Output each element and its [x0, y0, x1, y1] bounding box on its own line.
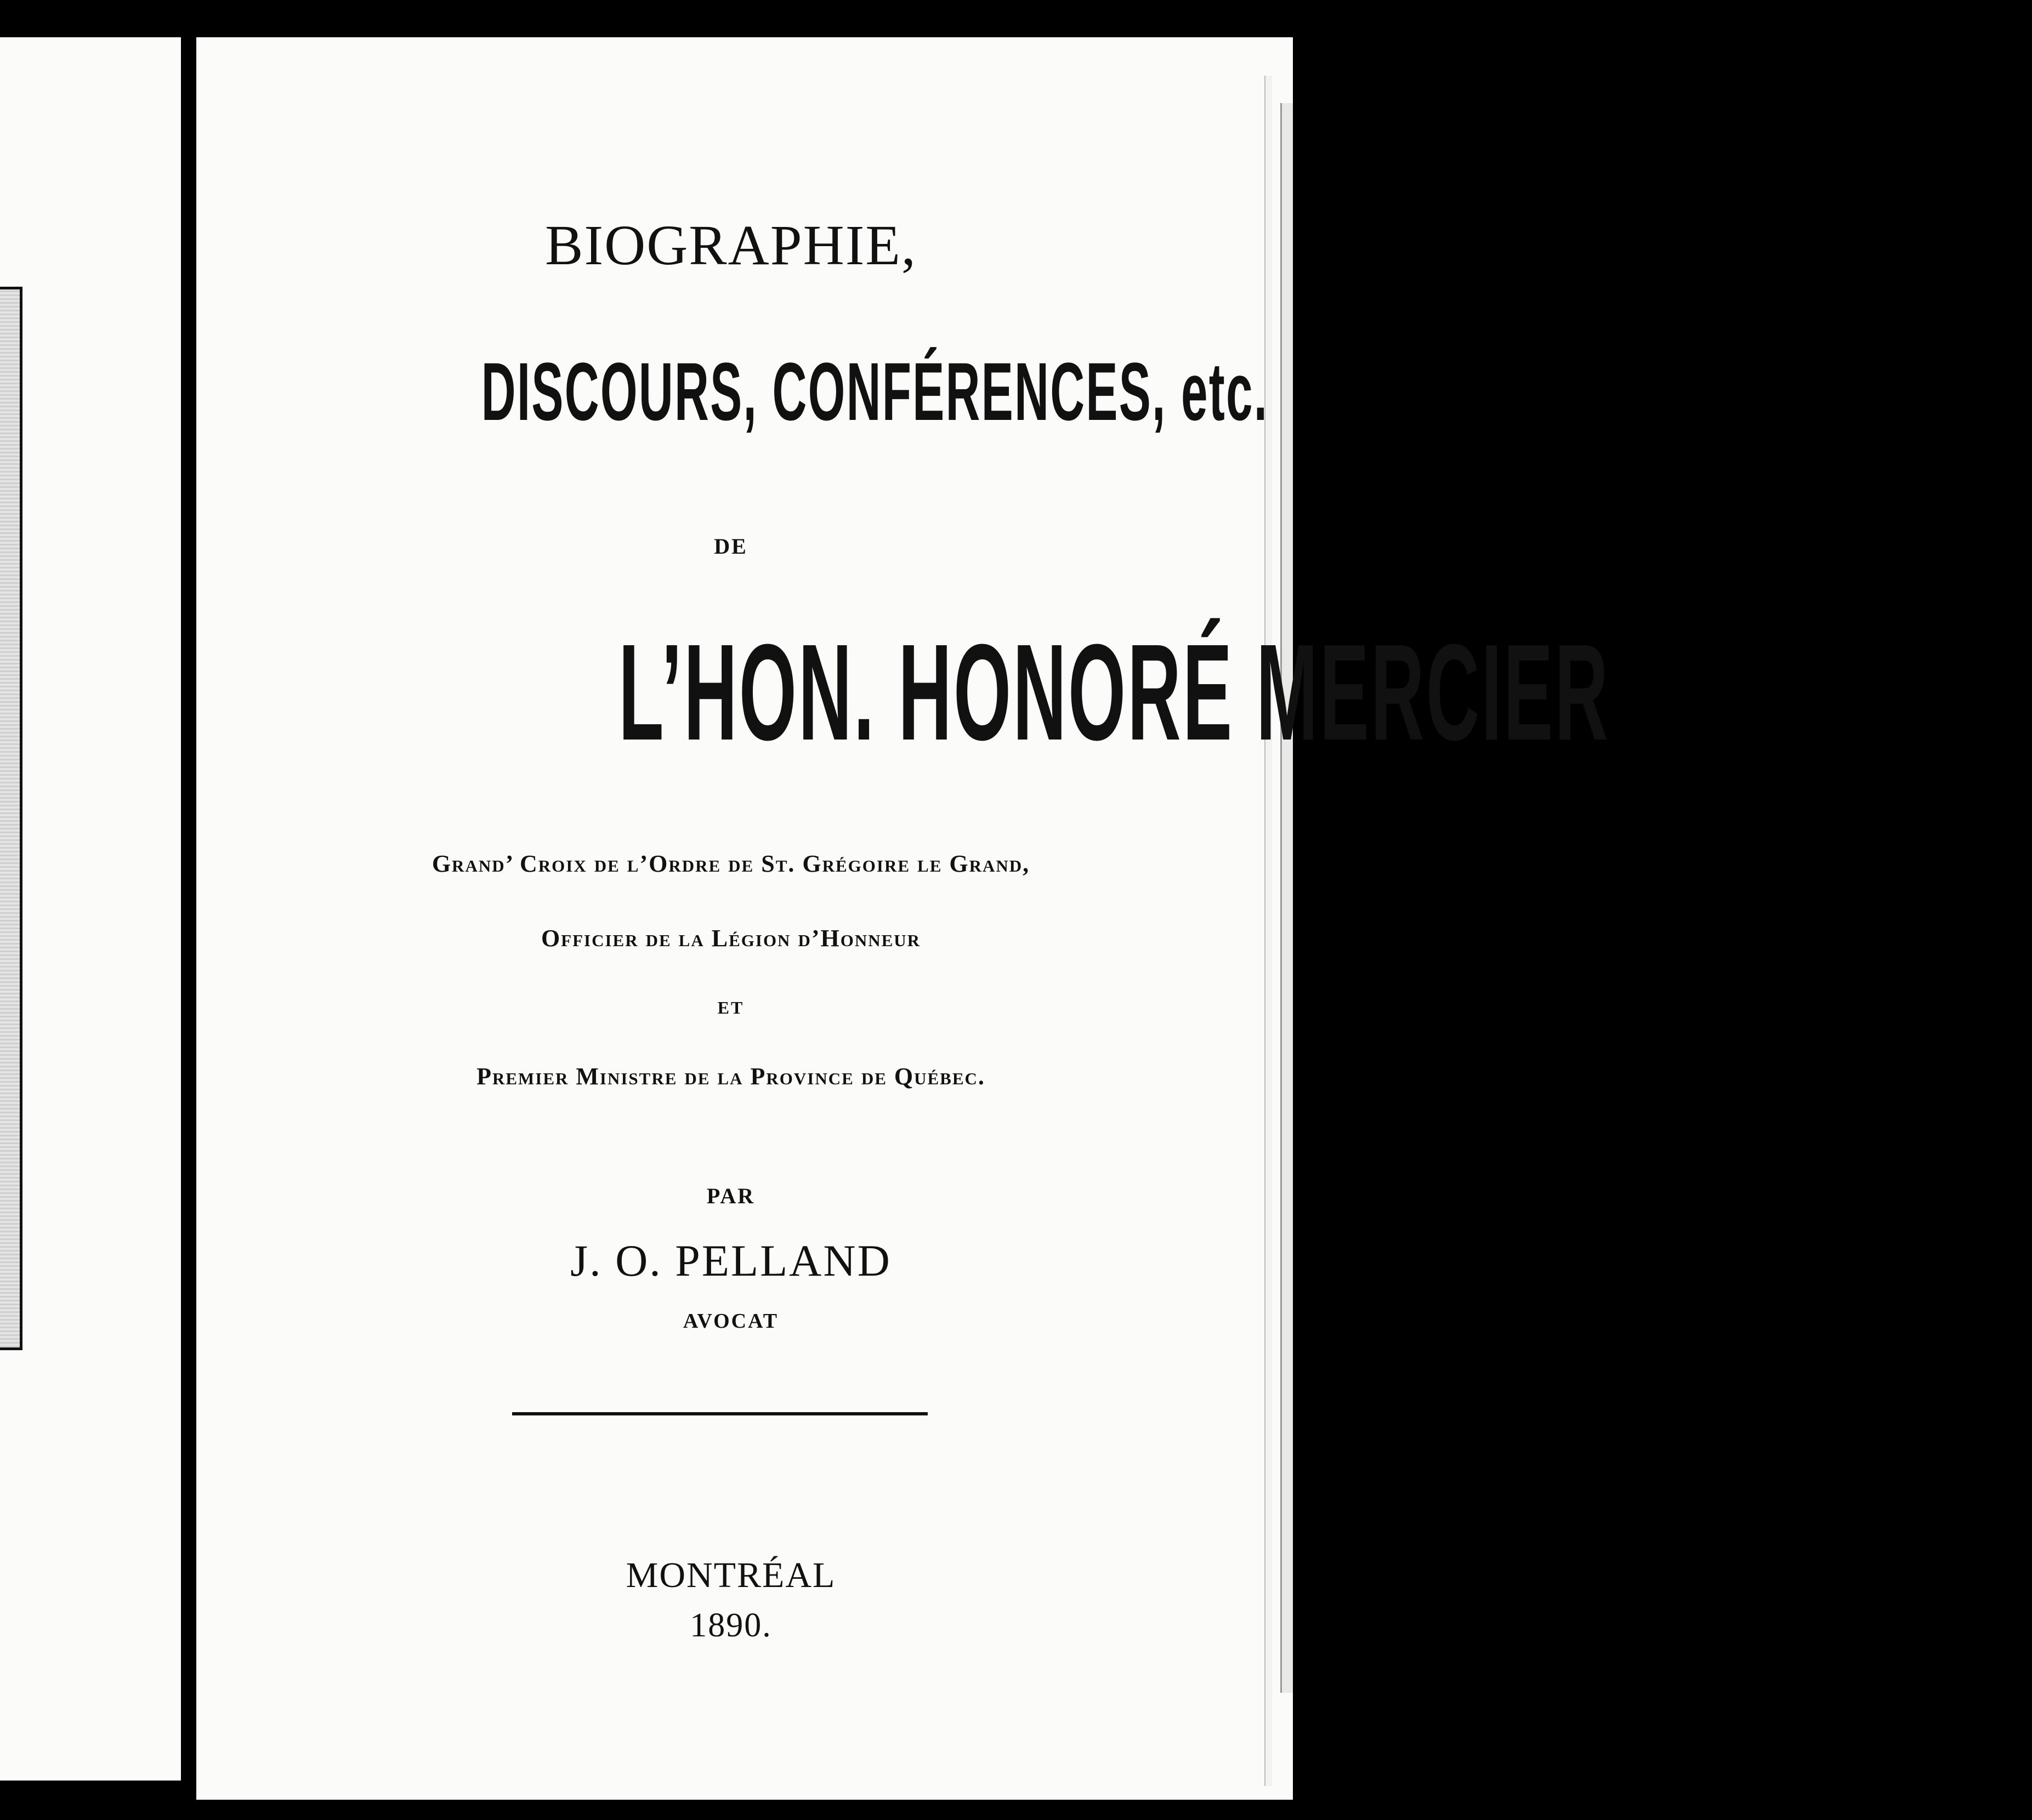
honour-connector: ET: [717, 998, 745, 1017]
author-name: J. O. PELLAND: [570, 1236, 892, 1286]
subject-name-wrapper: [196, 616, 1610, 769]
connector-de: DE: [714, 534, 748, 559]
honour-line-1: Grand’ Croix de l’Ordre de St. Grégoire le Grand,: [432, 850, 1030, 877]
left-page-plate-edge: [0, 287, 22, 1350]
publication-place: MONTRÉAL: [626, 1555, 836, 1595]
title-page: [196, 37, 1610, 1800]
title-line-1: BIOGRAPHIE,: [545, 214, 917, 277]
page-edge-shadow: [1264, 76, 1272, 1786]
subject-name: L’HON. HONORÉ MERCIER: [618, 616, 1610, 769]
title-line-2: DISCOURS, CONFÉRENCES, etc.: [481, 345, 1269, 437]
honour-line-2: Officier de la Légion d’Honneur: [541, 925, 921, 952]
publication-year: 1890.: [690, 1607, 772, 1644]
title-line-2-wrapper: [196, 344, 1269, 465]
page-edge: [1280, 103, 1293, 1693]
horizontal-rule: [512, 1412, 928, 1415]
by-label: PAR: [706, 1184, 756, 1208]
honour-line-3: Premier Ministre de la Province de Québec.: [476, 1063, 985, 1090]
author-title: AVOCAT: [683, 1310, 779, 1333]
left-facing-page: [0, 37, 181, 1781]
binding-gutter: [181, 33, 197, 1787]
